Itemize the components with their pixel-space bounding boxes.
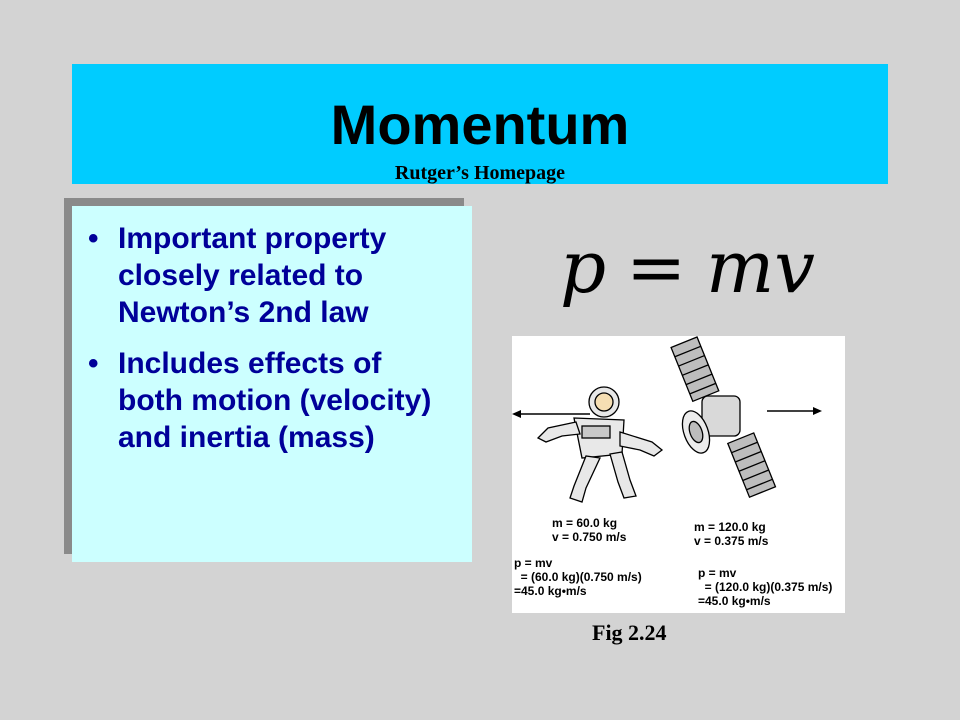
astronaut-icon (538, 387, 662, 502)
formula-equals: = (626, 240, 687, 309)
formula-lhs: p (560, 240, 607, 309)
satellite-velocity: v = 0.375 m/s (694, 534, 769, 548)
bullet-item (88, 345, 454, 456)
satellite-calc-line: =45.0 kg•m/s (698, 594, 771, 608)
figure-caption: Fig 2.24 (592, 620, 667, 645)
figure-illustration (512, 336, 845, 516)
astronaut-satellite-figure (512, 336, 845, 613)
bullet-item (88, 220, 454, 331)
right-arrow-icon (767, 407, 822, 415)
slide-title: Momentum (330, 93, 630, 156)
astronaut-calc-line: p = mv (514, 556, 553, 570)
astronaut-calc-line: = (60.0 kg)(0.750 m/s) (514, 570, 642, 584)
bullet-marker: • (88, 222, 99, 255)
satellite-icon (671, 337, 775, 497)
bullet-marker: • (88, 347, 99, 380)
bullet-text: Important property closely related to Newton’s 2nd law (118, 222, 387, 329)
astronaut-velocity: v = 0.750 m/s (552, 530, 627, 544)
formula-rhs: mv (706, 240, 815, 309)
left-arrow-icon (512, 410, 590, 418)
satellite-calc-line: = (120.0 kg)(0.375 m/s) (698, 580, 833, 594)
satellite-mass: m = 120.0 kg (694, 520, 766, 534)
momentum-formula (556, 240, 836, 320)
astronaut-mass: m = 60.0 kg (552, 516, 618, 530)
bullet-list (88, 220, 454, 456)
bullet-panel (72, 206, 472, 562)
satellite-calc-line: p = mv (698, 566, 737, 580)
slide-subtitle: Rutger’s Homepage (394, 162, 566, 184)
bullet-text: Includes effects of both motion (velocity) and inertia (mass) (118, 347, 432, 454)
astronaut-calc-line: =45.0 kg•m/s (514, 584, 587, 598)
